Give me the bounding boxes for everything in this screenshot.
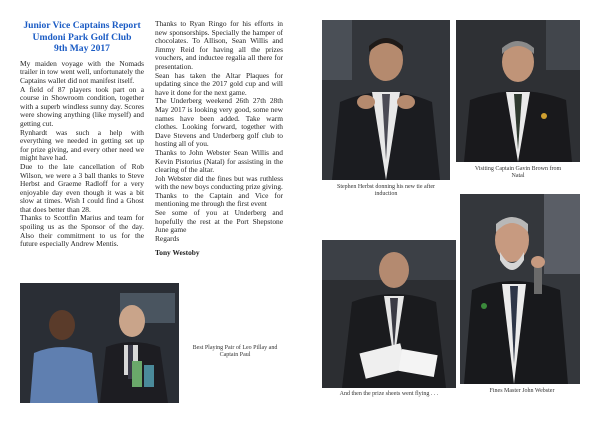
paragraph: Thanks to the Captain and Vice for mentioning me through the first event — [155, 190, 283, 209]
paragraph: Thanks to John Webster Sean Willis and Kevin Pistorius (Natal) for assisting in the clearing of the altar. — [155, 147, 283, 175]
paragraph: The Underberg weekend 26th 27th 28th May 2017 is looking very good, some new names have been added. Take warm clothes. Looking forward, together with Dave Stevens and Underberg golf club to hosting all of you. — [155, 96, 283, 149]
photo-best-pair — [20, 283, 179, 403]
report-column-2 — [155, 20, 283, 258]
signature: Tony Westoby — [155, 248, 200, 258]
photo-stephen-herbst — [322, 20, 450, 180]
paragraph: See some of you at Underberg and hopefully the rest at the Port Shepstone June game — [155, 208, 283, 235]
photo-stephen-herbst-image — [322, 20, 450, 180]
paragraph: A field of 87 players took part on a course in Showroom condition, together with a superb windless sunny day. Scores were showing anything (like myself) and getting cut. — [20, 84, 144, 128]
paragraph: Joh Webster did the fines but was ruthless with the new boys conducting prize giving. — [155, 173, 283, 192]
photo-prize-sheets — [322, 240, 456, 388]
photo-prize-sheets-image — [322, 240, 456, 388]
report-column-1 — [20, 20, 144, 249]
paragraph: Rynhardt was such a help with everything we needed in getting set up for prize giving, and every other need we might have had. — [20, 127, 144, 163]
photo-best-pair-image — [20, 283, 179, 403]
caption-gavin-brown: Visiting Captain Gavin Brown from Natal — [474, 166, 562, 180]
paragraph: Due to the late cancellation of Rob Wilson, we were a 3 ball thanks to Steve Herbst and Graeme Radloff for a very enjoyable day even though it was a bit slow at times. Wish I could find a Ghost that does better than 28. — [20, 161, 144, 214]
paragraph: My maiden voyage with the Nomads trailer in tow went well, unfortunately the Captains wallet did not manifest itself. — [20, 58, 144, 85]
photo-gavin-brown — [456, 20, 580, 162]
photo-gavin-brown-image — [456, 20, 580, 162]
photo-john-webster — [460, 194, 580, 384]
paragraph: Thanks to Scottfin Marius and team for spoiling us as the Sponsor of the day. Also their commitment to us for the future especially Andrew Mentis. — [20, 213, 144, 249]
caption-prize-sheets: And then the prize sheets went flying . . . — [339, 391, 439, 397]
caption-john-webster: Fines Master John Webster — [489, 388, 555, 394]
caption-stephen-herbst: Stephen Herbst donning his new tie after induction — [337, 184, 435, 198]
photo-john-webster-image — [460, 194, 580, 384]
paragraph: Thanks to Ryan Ringo for his efforts in new sponsorships. Specially the hamper of chocolates. To Allison, Sean Willis and Jimmy Reid for having all the prizes vouchers, and inductee regalia all there for presentation. — [155, 19, 283, 71]
paragraph: Sean has taken the Altar Plaques for updating since the 2017 gold cup and will have it done for the next game. — [155, 70, 283, 97]
report-title: Junior Vice Captains Report Umdoni Park Golf Club 9th May 2017 — [23, 20, 141, 55]
paragraph: Regards — [155, 233, 180, 243]
caption-best-pair: Best Playing Pair of Leo Pillay and Captain Paul — [192, 345, 278, 359]
